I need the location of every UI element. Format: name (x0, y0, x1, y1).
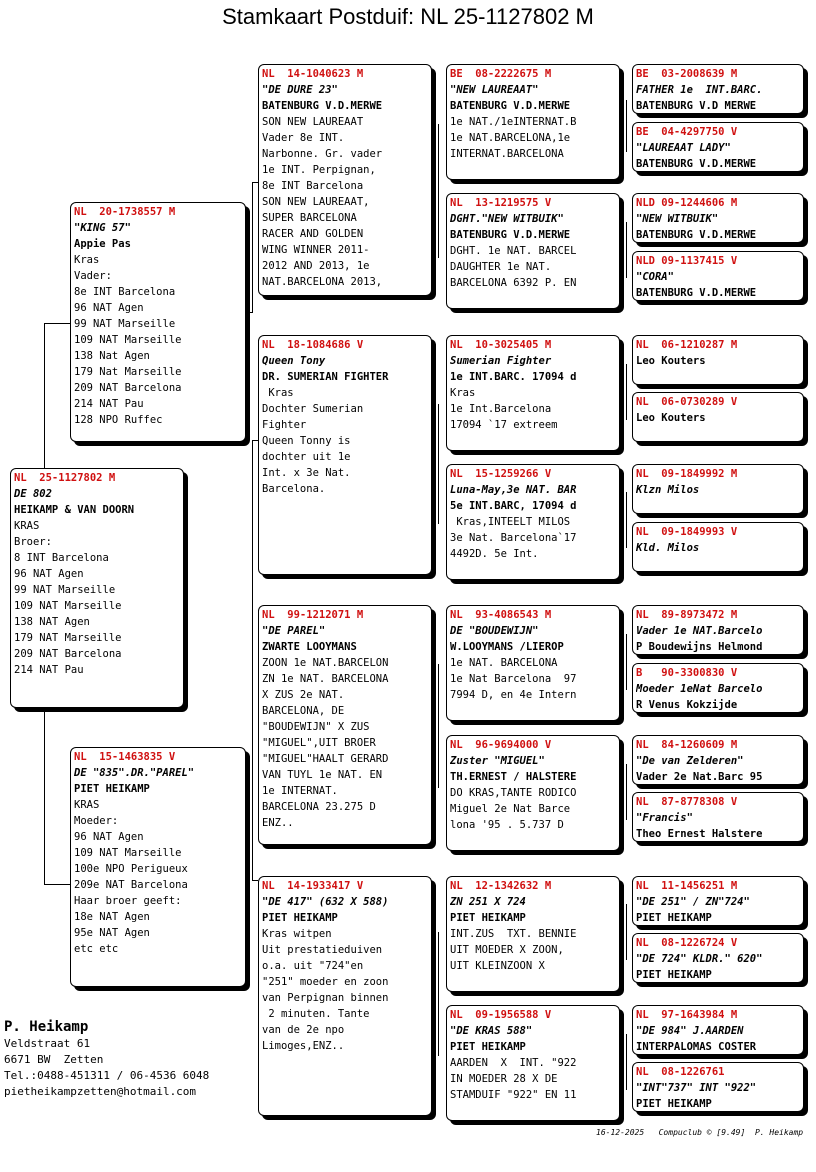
ring-number: NL 12-1342632 M (450, 880, 552, 892)
ring-number: BE 08-2222675 M (450, 68, 552, 80)
pigeon-note: VAN TUYL 1e NAT. EN (262, 769, 383, 781)
pigeon-owner: HEIKAMP & VAN DOORN (14, 504, 135, 516)
pigeon-note: AARDEN X INT. "922 (450, 1057, 577, 1069)
pigeon-note: SON NEW LAUREAAT, (262, 196, 370, 208)
pigeon-note: 2 minuten. Tante (262, 1008, 370, 1020)
pigeon-note: Haar broer geeft: (74, 895, 182, 907)
pigeon-card-g14[interactable] (632, 933, 804, 983)
pigeon-note: 96 NAT Agen (74, 831, 144, 843)
pigeon-name: "CORA" (636, 271, 674, 283)
pigeon-note: UIT MOEDER X ZOON, (450, 944, 564, 956)
pigeon-note: van de 2e npo (262, 1024, 345, 1036)
pigeon-note: 209 NAT Barcelona (14, 648, 122, 660)
pigeon-card-g12[interactable] (632, 792, 804, 842)
ring-number: NL 25-1127802 M (14, 472, 116, 484)
pigeon-card-g4[interactable] (632, 251, 804, 301)
pigeon-note: WING WINNER 2011- (262, 244, 370, 256)
pigeon-card-fmm[interactable] (446, 464, 620, 580)
pigeon-owner: Leo Kouters (636, 412, 706, 424)
pigeon-note: 18e NAT Agen (74, 911, 150, 923)
pigeon-owner: PIET HEIKAMP (74, 783, 150, 795)
pigeon-card-g7[interactable] (632, 464, 804, 514)
pigeon-owner: DR. SUMERIAN FIGHTER (262, 371, 389, 383)
pigeon-note: Moeder: (74, 815, 119, 827)
pigeon-card-g3[interactable] (632, 193, 804, 243)
pigeon-owner: BATENBURG V.D.MERWE (450, 100, 571, 112)
pigeon-note: o.a. uit "724"en (262, 960, 364, 972)
pigeon-note: DO KRAS,TANTE RODICO (450, 787, 577, 799)
pigeon-note: IN MOEDER 28 X DE (450, 1073, 558, 1085)
pigeon-card-g2[interactable] (632, 122, 804, 172)
pigeon-card-mother[interactable] (70, 747, 246, 987)
pigeon-card-father[interactable] (70, 202, 246, 442)
pigeon-card-g5[interactable] (632, 335, 804, 385)
pigeon-note: 109 NAT Marseille (74, 334, 182, 346)
pigeon-note: Vader: (74, 270, 112, 282)
pigeon-note: 1e Int.Barcelona (450, 403, 552, 415)
pigeon-owner: R Venus Kokzijde (636, 699, 738, 711)
pigeon-note: lona '95 . 5.737 D (450, 819, 564, 831)
ring-number: NL 99-1212071 M (262, 609, 364, 621)
pigeon-owner: INTERPALOMAS COSTER (636, 1041, 757, 1053)
pigeon-note: 1e NAT. BARCELONA (450, 657, 558, 669)
pigeon-card-ffm[interactable] (446, 193, 620, 309)
pigeon-name: DGHT."NEW WITBUIK" (450, 213, 564, 225)
pigeon-name: "DE 251" / ZN"724" (636, 896, 750, 908)
pigeon-note: etc etc (74, 943, 119, 955)
pigeon-note: BARCELONA 23.275 D (262, 801, 376, 813)
breeder-street: Veldstraat 61 (4, 1037, 91, 1050)
pigeon-note: 109 NAT Marseille (14, 600, 122, 612)
pigeon-note: 209 NAT Barcelona (74, 382, 182, 394)
pigeon-name: Sumerian Fighter (450, 355, 552, 367)
ring-number: NLD 09-1137415 V (636, 255, 738, 267)
pigeon-name: FATHER 1e INT.BARC. (636, 84, 763, 96)
pigeon-note: BARCELONA, DE (262, 705, 345, 717)
pigeon-note: Queen Tonny is (262, 435, 351, 447)
ring-number: NL 09-1849992 M (636, 468, 738, 480)
pigeon-owner: Theo Ernest Halstere (636, 828, 763, 840)
pigeon-note: Miguel 2e Nat Barce (450, 803, 571, 815)
pigeon-note: KRAS (74, 799, 100, 811)
ring-number: NL 89-8973472 M (636, 609, 738, 621)
pigeon-owner: BATENBURG V.D.MERWE (262, 100, 383, 112)
ring-number: NL 97-1643984 M (636, 1009, 738, 1021)
pigeon-note: 109 NAT Marseille (74, 847, 182, 859)
ring-number: NL 09-1849993 V (636, 526, 738, 538)
pigeon-card-fm[interactable] (258, 335, 432, 575)
ring-number: NL 20-1738557 M (74, 206, 176, 218)
pigeon-note: 3e Nat. Barcelona`17 (450, 532, 577, 544)
pigeon-card-fmf[interactable] (446, 335, 620, 451)
pigeon-owner: BATENBURG V.D.MERWE (636, 287, 757, 299)
pigeon-owner: PIET HEIKAMP (262, 912, 338, 924)
pigeon-card-g6[interactable] (632, 392, 804, 442)
pigeon-name: "DE KRAS 588" (450, 1025, 533, 1037)
ring-number: NL 84-1260609 M (636, 739, 738, 751)
pigeon-card-mmf[interactable] (446, 876, 620, 992)
pigeon-note: 8e INT Barcelona (74, 286, 176, 298)
ring-number: NL 87-8778308 V (636, 796, 738, 808)
pigeon-note: 138 NAT Agen (14, 616, 90, 628)
pigeon-note: 1e INTERNAT. (262, 785, 338, 797)
ring-number: NL 10-3025405 M (450, 339, 552, 351)
pigeon-name: "DE PAREL" (262, 625, 326, 637)
pigeon-name: Klzn Milos (636, 484, 700, 496)
pigeon-note: 4492D. 5e Int. (450, 548, 539, 560)
pigeon-owner: PIET HEIKAMP (450, 1041, 526, 1053)
pigeon-note: 8e INT Barcelona (262, 180, 364, 192)
pigeon-note: NAT.BARCELONA 2013, (262, 276, 383, 288)
pigeon-note: 2012 AND 2013, 1e (262, 260, 370, 272)
pigeon-name: DE "835".DR."PAREL" (74, 767, 195, 779)
pigeon-note: 96 NAT Agen (74, 302, 144, 314)
ring-number: NL 09-1956588 V (450, 1009, 552, 1021)
pigeon-note: ZOON 1e NAT.BARCELON (262, 657, 389, 669)
pigeon-note: 8 INT Barcelona (14, 552, 109, 564)
pigeon-owner: BATENBURG V.D.MERWE (636, 158, 757, 170)
pigeon-note: "BOUDEWIJN" X ZUS (262, 721, 370, 733)
pigeon-note: 96 NAT Agen (14, 568, 84, 580)
pigeon-note: 138 Nat Agen (74, 350, 150, 362)
pigeon-note: "MIGUEL"HAALT GERARD (262, 753, 389, 765)
ring-number: BE 04-4297750 V (636, 126, 738, 138)
breeder-name: P. Heikamp (4, 1019, 89, 1035)
pigeon-name: "KING 57" (74, 222, 131, 234)
pigeon-name: Luna-May,3e NAT. BAR (450, 484, 577, 496)
pigeon-card-g15[interactable] (632, 1005, 804, 1055)
pigeon-note: Vader 8e INT. (262, 132, 345, 144)
pigeon-owner: Vader 2e Nat.Barc 95 (636, 771, 763, 783)
pigeon-note: UIT KLEINZOON X (450, 960, 545, 972)
ring-number: NL 11-1456251 M (636, 880, 738, 892)
pigeon-note: van Perpignan binnen (262, 992, 389, 1004)
pigeon-note: Fighter (262, 419, 307, 431)
pigeon-name: "De van Zelderen" (636, 755, 744, 767)
pigeon-note: DAUGHTER 1e NAT. (450, 261, 552, 273)
pigeon-note: 214 NAT Pau (14, 664, 84, 676)
pigeon-note: Barcelona. (262, 483, 326, 495)
pigeon-note: dochter uit 1e (262, 451, 351, 463)
pigeon-note: Limoges,ENZ.. (262, 1040, 345, 1052)
pigeon-card-g16[interactable] (632, 1062, 804, 1112)
ring-number: NL 15-1259266 V (450, 468, 552, 480)
pigeon-card-mff[interactable] (446, 605, 620, 721)
ring-number: BE 03-2008639 M (636, 68, 738, 80)
ring-number: NL 06-0730289 V (636, 396, 738, 408)
ring-number: NL 93-4086543 M (450, 609, 552, 621)
pigeon-note: "MIGUEL",UIT BROER (262, 737, 376, 749)
pigeon-note: Narbonne. Gr. vader (262, 148, 383, 160)
pigeon-note: 7994 D, en 4e Intern (450, 689, 577, 701)
pigeon-note: 1e Nat Barcelona 97 (450, 673, 577, 685)
ring-number: NL 14-1040623 M (262, 68, 364, 80)
pigeon-card-g13[interactable] (632, 876, 804, 926)
pigeon-note: Kras witpen (262, 928, 332, 940)
pigeon-note: Kras (450, 387, 476, 399)
pigeon-owner: Appie Pas (74, 238, 131, 250)
ring-number: NLD 09-1244606 M (636, 197, 738, 209)
pigeon-name: DE "BOUDEWIJN" (450, 625, 539, 637)
pigeon-name: DE 802 (14, 488, 52, 500)
pigeon-name: "LAUREAAT LADY" (636, 142, 731, 154)
pigeon-note: 128 NPO Ruffec (74, 414, 163, 426)
pigeon-note: Kras,INTEELT MILOS (450, 516, 571, 528)
pigeon-owner: W.LOOYMANS /LIEROP (450, 641, 564, 653)
pigeon-note: Kras (262, 387, 294, 399)
pigeon-owner: PIET HEIKAMP (450, 912, 526, 924)
pigeon-name: "INT"737" INT "922" (636, 1082, 757, 1094)
pigeon-note: ZN 1e NAT. BARCELONA (262, 673, 389, 685)
pigeon-card-mmm[interactable] (446, 1005, 620, 1121)
breeder-email[interactable]: pietheikampzetten@hotmail.com (4, 1085, 197, 1098)
pigeon-note: SON NEW LAUREAAT (262, 116, 364, 128)
pigeon-card-g11[interactable] (632, 735, 804, 785)
pigeon-owner: BATENBURG V.D.MERWE (450, 229, 571, 241)
pigeon-name: ZN 251 X 724 (450, 896, 526, 908)
footer-credit: 16-12-2025 Compuclub © [9.49] P. Heikamp (596, 1128, 804, 1137)
pigeon-name: "NEW LAUREAAT" (450, 84, 539, 96)
pigeon-note: Dochter Sumerian (262, 403, 364, 415)
pigeon-note: STAMDUIF "922" EN 11 (450, 1089, 577, 1101)
pigeon-note: "251" moeder en zoon (262, 976, 389, 988)
pigeon-owner: PIET HEIKAMP (636, 969, 712, 981)
pigeon-card-mfm[interactable] (446, 735, 620, 851)
pigeon-note: KRAS (14, 520, 40, 532)
pigeon-owner: 5e INT.BARC, 17094 d (450, 500, 577, 512)
pigeon-owner: BATENBURG V.D.MERWE (636, 229, 757, 241)
ring-number: NL 18-1084686 V (262, 339, 364, 351)
pigeon-name: "NEW WITBUIK" (636, 213, 719, 225)
pigeon-note: Uit prestatieduiven (262, 944, 383, 956)
pigeon-owner: TH.ERNEST / HALSTERE (450, 771, 577, 783)
pigeon-note: 17094 `17 extreem (450, 419, 558, 431)
pigeon-note: RACER AND GOLDEN (262, 228, 364, 240)
ring-number: NL 13-1219575 V (450, 197, 552, 209)
pigeon-name: Kld. Milos (636, 542, 700, 554)
pigeon-card-mf[interactable] (258, 605, 432, 845)
pigeon-note: 99 NAT Marseille (74, 318, 176, 330)
pigeon-note: BARCELONA 6392 P. EN (450, 277, 577, 289)
pigeon-card-g10[interactable] (632, 663, 804, 713)
pigeon-note: 100e NPO Perigueux (74, 863, 188, 875)
pigeon-name: "DE 984" J.AARDEN (636, 1025, 744, 1037)
pigeon-note: 209e NAT Barcelona (74, 879, 188, 891)
ring-number: NL 06-1210287 M (636, 339, 738, 351)
pigeon-note: DGHT. 1e NAT. BARCEL (450, 245, 577, 257)
page-title: Stamkaart Postduif: NL 25-1127802 M (222, 4, 594, 29)
ring-number: NL 96-9694000 V (450, 739, 552, 751)
pigeon-note: 1e NAT.BARCELONA,1e (450, 132, 571, 144)
pigeon-owner: P Boudewijns Helmond (636, 641, 763, 653)
pigeon-note: 179 NAT Marseille (14, 632, 122, 644)
pigeon-note: ENZ.. (262, 817, 294, 829)
pigeon-note: 99 NAT Marseille (14, 584, 116, 596)
ring-number: B 90-3300830 V (636, 667, 738, 679)
pigeon-name: Zuster "MIGUEL" (450, 755, 545, 767)
pigeon-note: X ZUS 2e NAT. (262, 689, 345, 701)
pigeon-name: "Francis" (636, 812, 693, 824)
pigeon-note: 1e INT. Perpignan, (262, 164, 376, 176)
pigeon-name: Queen Tony (262, 355, 326, 367)
pigeon-owner: PIET HEIKAMP (636, 912, 712, 924)
pigeon-owner: BATENBURG V.D MERWE (636, 100, 757, 112)
pigeon-owner: 1e INT.BARC. 17094 d (450, 371, 577, 383)
pigeon-card-g9[interactable] (632, 605, 804, 655)
pigeon-note: 95e NAT Agen (74, 927, 150, 939)
pigeon-note: 214 NAT Pau (74, 398, 144, 410)
breeder-phone: Tel.:0488-451311 / 06-4536 6048 (4, 1069, 210, 1082)
breeder-info (4, 1018, 209, 1100)
pigeon-card-fff[interactable] (446, 64, 620, 180)
pigeon-name: "DE DURE 23" (262, 84, 338, 96)
pigeon-note: Broer: (14, 536, 52, 548)
pigeon-card-g1[interactable] (632, 64, 804, 114)
pigeon-note: Int. x 3e Nat. (262, 467, 351, 479)
ring-number: NL 08-1226724 V (636, 937, 738, 949)
pigeon-owner: PIET HEIKAMP (636, 1098, 712, 1110)
pigeon-note: INT.ZUS TXT. BENNIE (450, 928, 577, 940)
pigeon-name: "DE 417" (632 X 588) (262, 896, 389, 908)
pigeon-note: SUPER BARCELONA (262, 212, 357, 224)
pigeon-name: Vader 1e NAT.Barcelo (636, 625, 763, 637)
pigeon-card-mm[interactable] (258, 876, 432, 1116)
pigeon-card-subject[interactable] (10, 468, 184, 708)
pigeon-card-ff[interactable] (258, 64, 432, 296)
pigeon-name: Moeder 1eNat Barcelo (636, 683, 763, 695)
ring-number: NL 15-1463835 V (74, 751, 176, 763)
pigeon-note: INTERNAT.BARCELONA (450, 148, 564, 160)
pigeon-name: "DE 724" KLDR." 620" (636, 953, 763, 965)
pigeon-note: Kras (74, 254, 100, 266)
pigeon-note: 1e NAT./1eINTERNAT.B (450, 116, 577, 128)
pigeon-card-g8[interactable] (632, 522, 804, 572)
ring-number: NL 08-1226761 (636, 1066, 725, 1078)
pigeon-owner: ZWARTE LOOYMANS (262, 641, 357, 653)
breeder-city: 6671 BW Zetten (4, 1053, 104, 1066)
pigeon-owner: Leo Kouters (636, 355, 706, 367)
ring-number: NL 14-1933417 V (262, 880, 364, 892)
pigeon-note: 179 Nat Marseille (74, 366, 182, 378)
